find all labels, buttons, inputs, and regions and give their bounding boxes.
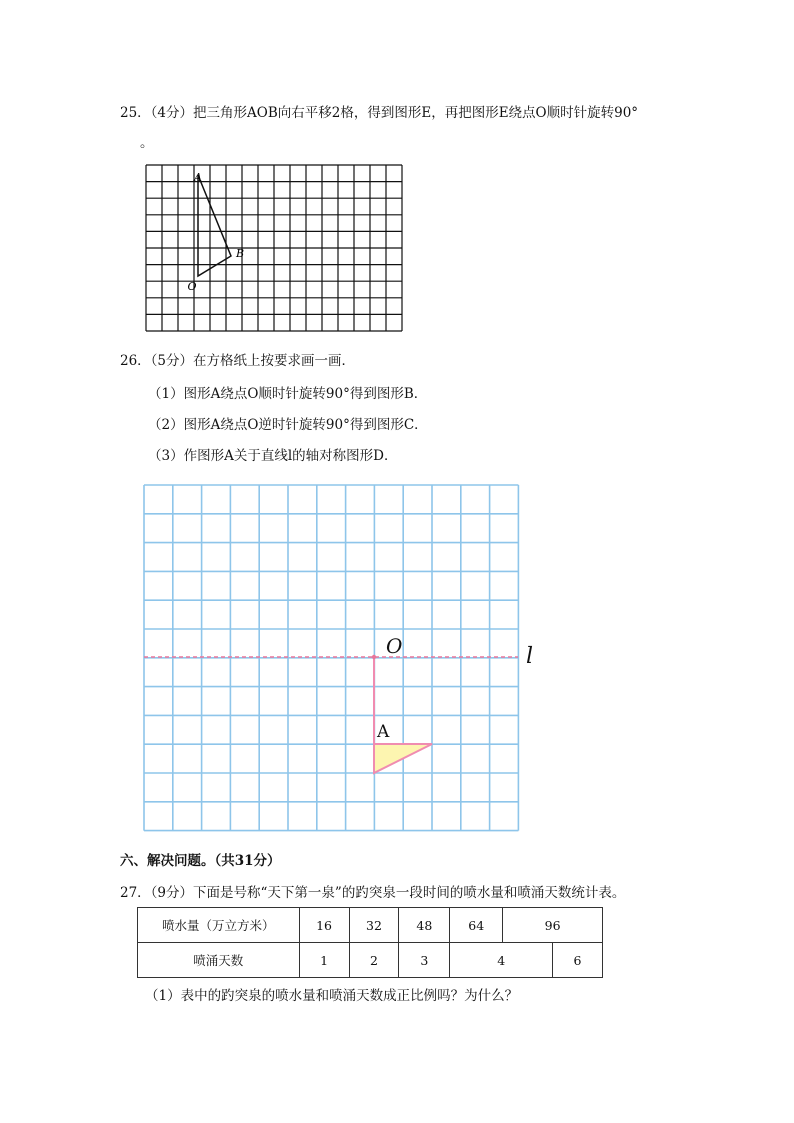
section-title: 六、解决问题。（共31分）	[120, 853, 281, 869]
point-o	[372, 655, 376, 659]
table-header-cell: 喷水量（万立方米）	[138, 908, 300, 943]
table-cell: 1	[299, 943, 349, 978]
q26-label-a: A	[377, 722, 390, 742]
q25-label-o: O	[187, 280, 197, 293]
table-cell: 64	[450, 908, 503, 943]
q25-text: 25．（4分）把三角形AOB向右平移2格，得到图形E，再把图形E绕点O顺时针旋转90°	[120, 105, 639, 121]
stats-table	[137, 907, 603, 978]
table-cell: 48	[399, 908, 450, 943]
q25-label-b: B	[235, 247, 245, 260]
table-cell: 6	[553, 943, 603, 978]
q27-text: 27．（9分）下面是号称“天下第一泉”的趵突泉一段时间的喷水量和喷涌天数统计表。	[120, 885, 626, 901]
q25-grid	[146, 165, 402, 333]
q26-title: 26．（5分）在方格纸上按要求画一画．	[120, 353, 356, 369]
table-row	[138, 908, 603, 943]
q26-label-l: l	[526, 644, 534, 669]
table-cell: 4	[450, 943, 553, 978]
table-cell: 96	[503, 908, 603, 943]
q26-item-1: （1）图形A绕点O顺时针旋转90°得到图形B．	[148, 386, 428, 402]
q25-label-a: A	[194, 171, 202, 184]
table-header-cell: 喷涌天数	[138, 943, 300, 978]
q26-grid	[144, 485, 544, 835]
q27-sub-1: （1）表中的趵突泉的喷水量和喷涌天数成正比例吗？为什么？	[145, 988, 519, 1004]
table-cell: 3	[399, 943, 450, 978]
q26-item-2: （2）图形A绕点O逆时针旋转90°得到图形C．	[148, 417, 428, 433]
table-row	[138, 943, 603, 978]
table-cell: 2	[349, 943, 399, 978]
table-cell: 16	[299, 908, 349, 943]
q25-tail: 。	[140, 135, 154, 151]
q26-label-o: O	[386, 634, 403, 658]
q26-item-3: （3）作图形A关于直线l的轴对称图形D．	[148, 448, 398, 464]
table-cell: 32	[349, 908, 399, 943]
